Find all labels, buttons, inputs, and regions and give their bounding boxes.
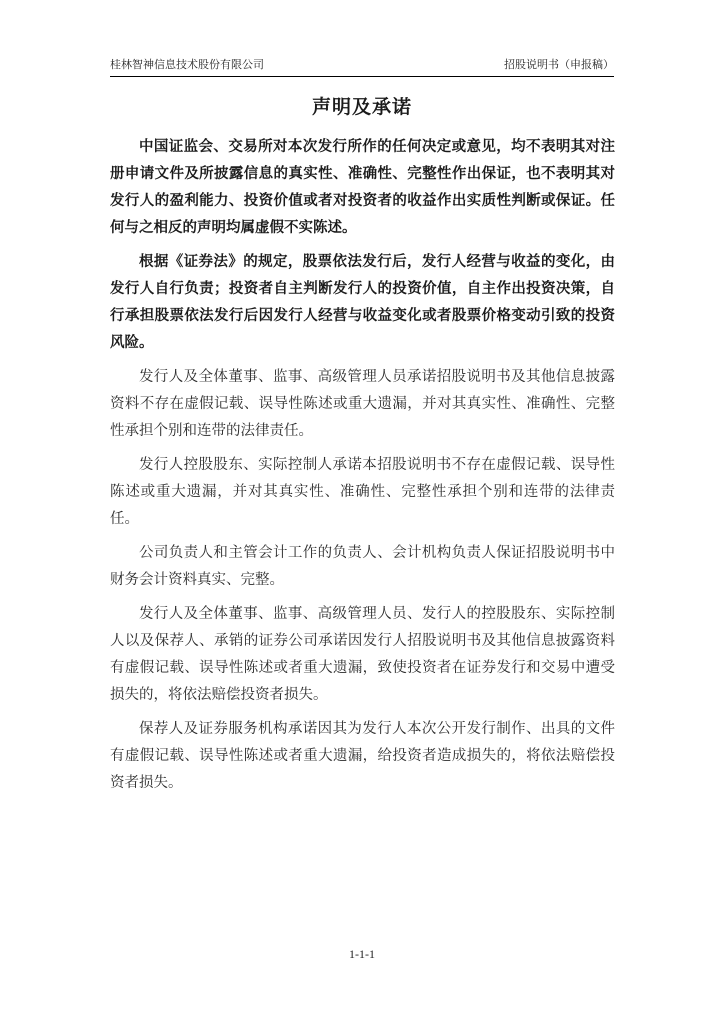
paragraph-csrc-disclaimer: 中国证监会、交易所对本次发行所作的任何决定或意见，均不表明其对注册申请文件及所披露信息的真实性、准确性、完整性作出保证，也不表明其对发行人的盈利能力、投资价值或者对投资者的收益作出实质性判断或保证。任何与之相反的声明均属虚假不实陈述。 <box>110 139 615 236</box>
paragraph-controlling-shareholder-commitment: 发行人控股股东、实际控制人承诺本招股说明书不存在虚假记载、误导性陈述或重大遗漏，并对其真实性、准确性、完整性承担个别和连带的法律责任。 <box>110 457 615 527</box>
page-number: 1-1-1 <box>349 947 375 961</box>
page-header <box>110 56 614 74</box>
paragraph-securities-law-risk: 根据《证券法》的规定，股票依法发行后，发行人经营与收益的变化，由发行人自行负责；投资者自主判断发行人的投资价值，自主作出投资决策，自行承担股票依法发行后因发行人经营与收益变化或者股票价格变动引致的投资风险。 <box>110 254 615 351</box>
paragraph-directors-commitment: 发行人及全体董事、监事、高级管理人员承诺招股说明书及其他信息披露资料不存在虚假记载、误导性陈述或重大遗漏，并对其真实性、准确性、完整性承担个别和连带的法律责任。 <box>110 369 615 439</box>
page-title: 声明及承诺 <box>311 96 412 118</box>
paragraph-compensation-commitment: 发行人及全体董事、监事、高级管理人员、发行人的控股股东、实际控制人以及保荐人、承销的证券公司承诺因发行人招股说明书及其他信息披露资料有虚假记载、误导性陈述或者重大遗漏，致使投资者在证券发行和交易中遭受损失的，将依法赔偿投资者损失。 <box>110 606 615 703</box>
header-divider <box>110 76 614 77</box>
header-document-type: 招股说明书（申报稿） <box>504 58 614 71</box>
header-company-name: 桂林智神信息技术股份有限公司 <box>110 58 264 71</box>
statement-body <box>110 134 615 804</box>
paragraph-sponsor-commitment: 保荐人及证券服务机构承诺因其为发行人本次公开发行制作、出具的文件有虚假记载、误导性陈述或者重大遗漏，给投资者造成损失的，将依法赔偿投资者损失。 <box>110 721 615 791</box>
paragraph-accounting-guarantee: 公司负责人和主管会计工作的负责人、会计机构负责人保证招股说明书中财务会计资料真实、完整。 <box>110 545 615 588</box>
